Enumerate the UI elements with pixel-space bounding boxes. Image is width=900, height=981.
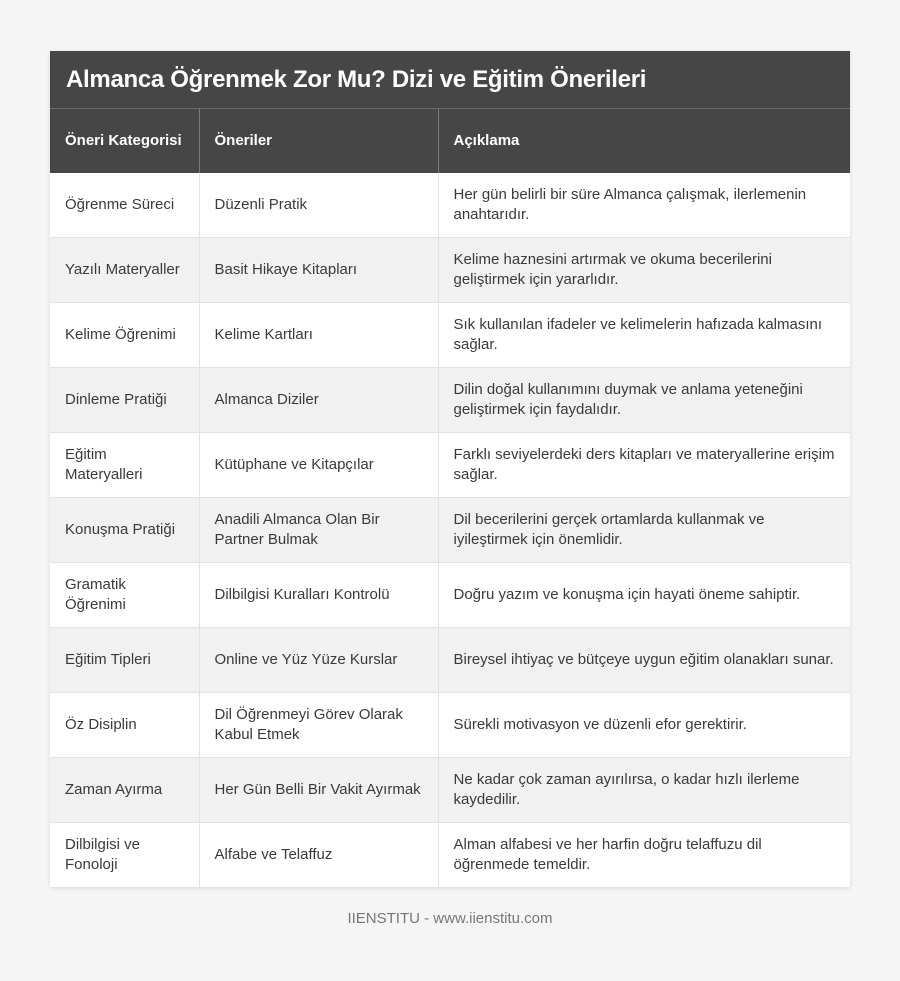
cell-category: Öz Disiplin (50, 693, 199, 758)
cell-category: Konuşma Pratiği (50, 498, 199, 563)
cell-recommendation: Kütüphane ve Kitapçılar (199, 433, 438, 498)
cell-recommendation: Düzenli Pratik (199, 173, 438, 238)
cell-category: Eğitim Tipleri (50, 628, 199, 693)
table-row (50, 628, 850, 693)
cell-category: Öğrenme Süreci (50, 173, 199, 238)
table-row (50, 433, 850, 498)
column-header-category: Öneri Kategorisi (50, 109, 199, 173)
table-row (50, 303, 850, 368)
footer-credit: IIENSTITU - www.iienstitu.com (347, 910, 553, 927)
cell-category: Kelime Öğrenimi (50, 303, 199, 368)
cell-category: Zaman Ayırma (50, 758, 199, 823)
table-row (50, 498, 850, 563)
table-row (50, 758, 850, 823)
cell-category: Eğitim Materyalleri (50, 433, 199, 498)
cell-description: Alman alfabesi ve her harfin doğru telaffuzu dil öğrenmede temeldir. (438, 823, 850, 888)
cell-description: Sık kullanılan ifadeler ve kelimelerin hafızada kalmasını sağlar. (438, 303, 850, 368)
table-row (50, 693, 850, 758)
cell-description: Dil becerilerini gerçek ortamlarda kullanmak ve iyileştirmek için önemlidir. (438, 498, 850, 563)
title-bar (50, 51, 850, 109)
recommendations-table (50, 109, 850, 887)
cell-description: Kelime haznesini artırmak ve okuma becerilerini geliştirmek için yararlıdır. (438, 238, 850, 303)
cell-recommendation: Kelime Kartları (199, 303, 438, 368)
table-row (50, 173, 850, 238)
column-header-description: Açıklama (438, 109, 850, 173)
cell-description: Sürekli motivasyon ve düzenli efor gerektirir. (438, 693, 850, 758)
cell-category: Yazılı Materyaller (50, 238, 199, 303)
cell-category: Gramatik Öğrenimi (50, 563, 199, 628)
cell-description: Doğru yazım ve konuşma için hayati öneme sahiptir. (438, 563, 850, 628)
recommendations-card (50, 51, 850, 887)
cell-description: Ne kadar çok zaman ayırılırsa, o kadar hızlı ilerleme kaydedilir. (438, 758, 850, 823)
cell-category: Dinleme Pratiği (50, 368, 199, 433)
cell-recommendation: Anadili Almanca Olan Bir Partner Bulmak (199, 498, 438, 563)
cell-category: Dilbilgisi ve Fonoloji (50, 823, 199, 888)
table-row (50, 563, 850, 628)
cell-recommendation: Her Gün Belli Bir Vakit Ayırmak (199, 758, 438, 823)
table-header (50, 109, 850, 173)
table-body (50, 173, 850, 887)
table-row (50, 368, 850, 433)
cell-description: Bireysel ihtiyaç ve bütçeye uygun eğitim olanakları sunar. (438, 628, 850, 693)
page-title: Almanca Öğrenmek Zor Mu? Dizi ve Eğitim Önerileri (66, 65, 647, 93)
table-row (50, 238, 850, 303)
cell-description: Her gün belirli bir süre Almanca çalışmak, ilerlemenin anahtarıdır. (438, 173, 850, 238)
cell-recommendation: Online ve Yüz Yüze Kurslar (199, 628, 438, 693)
cell-recommendation: Almanca Diziler (199, 368, 438, 433)
cell-recommendation: Alfabe ve Telaffuz (199, 823, 438, 888)
cell-description: Dilin doğal kullanımını duymak ve anlama yeteneğini geliştirmek için faydalıdır. (438, 368, 850, 433)
cell-recommendation: Dilbilgisi Kuralları Kontrolü (199, 563, 438, 628)
header-row (50, 109, 850, 173)
cell-description: Farklı seviyelerdeki ders kitapları ve materyallerine erişim sağlar. (438, 433, 850, 498)
cell-recommendation: Dil Öğrenmeyi Görev Olarak Kabul Etmek (199, 693, 438, 758)
cell-recommendation: Basit Hikaye Kitapları (199, 238, 438, 303)
table-row (50, 823, 850, 888)
column-header-recommendations: Öneriler (199, 109, 438, 173)
